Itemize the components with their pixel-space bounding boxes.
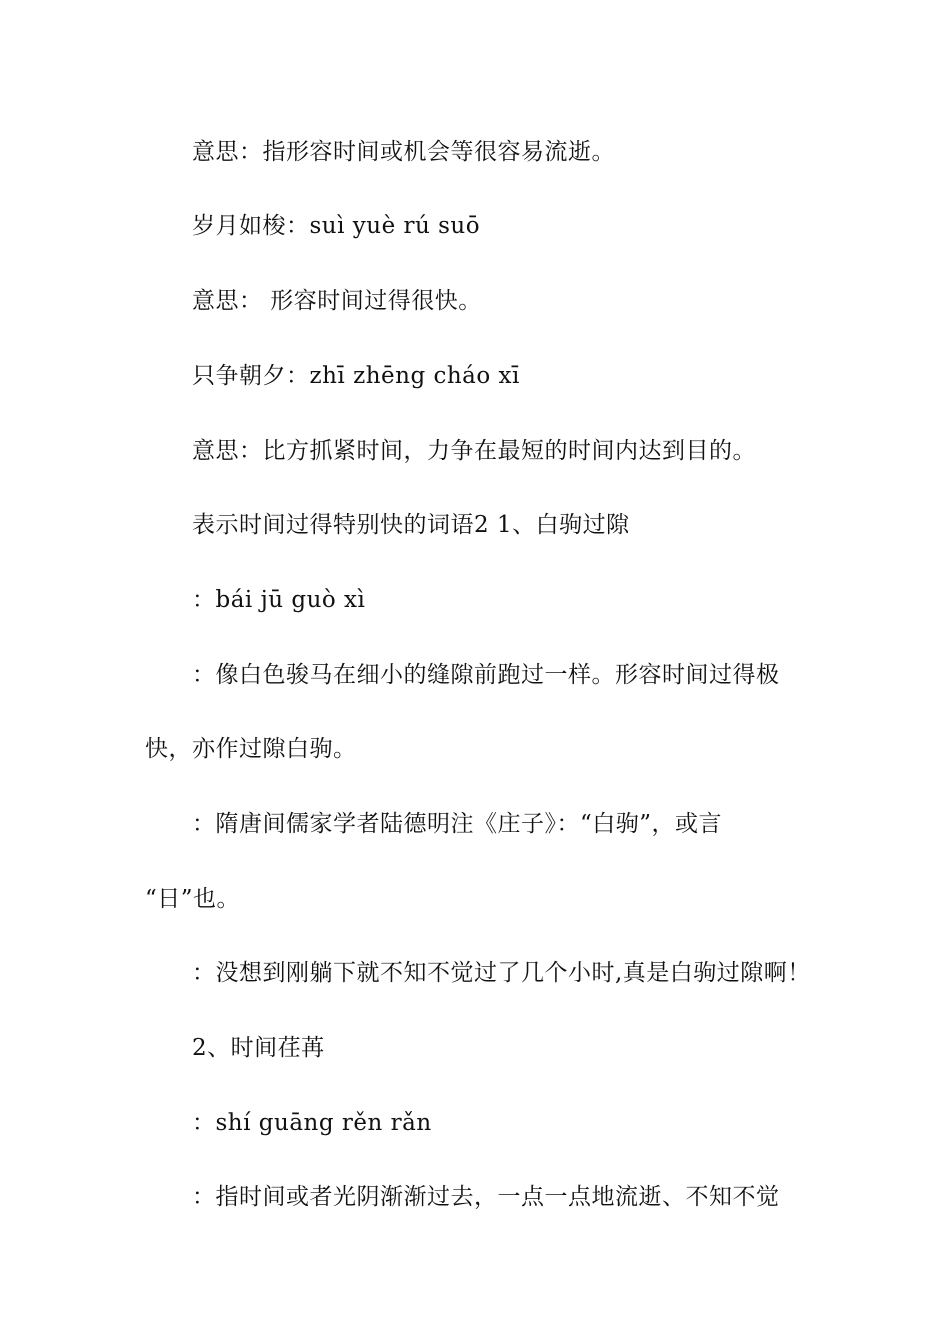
explanation-line-2: ：指时间或者光阴渐渐过去，一点一点地流逝、不知不觉 (192, 1184, 780, 1210)
source-line-cont: “日”也。 (145, 886, 241, 912)
idiom-pinyin-zhizhengchaoxi: 只争朝夕：zhī zhēng cháo xī (192, 363, 520, 389)
pinyin-baijuguoxi: ：bái jū guò xì (192, 587, 366, 613)
item-heading-2: 2、时间荏苒 (192, 1035, 325, 1061)
pinyin-shiguangrenran: ：shí guāng rěn rǎn (192, 1110, 432, 1136)
explanation-line-1: ：像白色骏马在细小的缝隙前跑过一样。形容时间过得极 (192, 662, 780, 688)
example-line: ：没想到刚躺下就不知不觉过了几个小时,真是白驹过隙啊！ (192, 960, 811, 986)
source-line: ：隋唐间儒家学者陆德明注《庄子》：“白驹”，或言 (192, 811, 723, 837)
meaning-line-1: 意思：指形容时间或机会等很容易流逝。 (192, 139, 615, 165)
idiom-pinyin-suiyuerusuo: 岁月如梭：suì yuè rú suō (192, 213, 481, 239)
meaning-line-2: 意思： 形容时间过得很快。 (192, 288, 482, 314)
meaning-line-3: 意思：比方抓紧时间，力争在最短的时间内达到目的。 (192, 438, 756, 464)
explanation-line-1-cont: 快，亦作过隙白驹。 (145, 736, 357, 762)
section-heading: 表示时间过得特别快的词语2 1、白驹过隙 (192, 512, 630, 538)
